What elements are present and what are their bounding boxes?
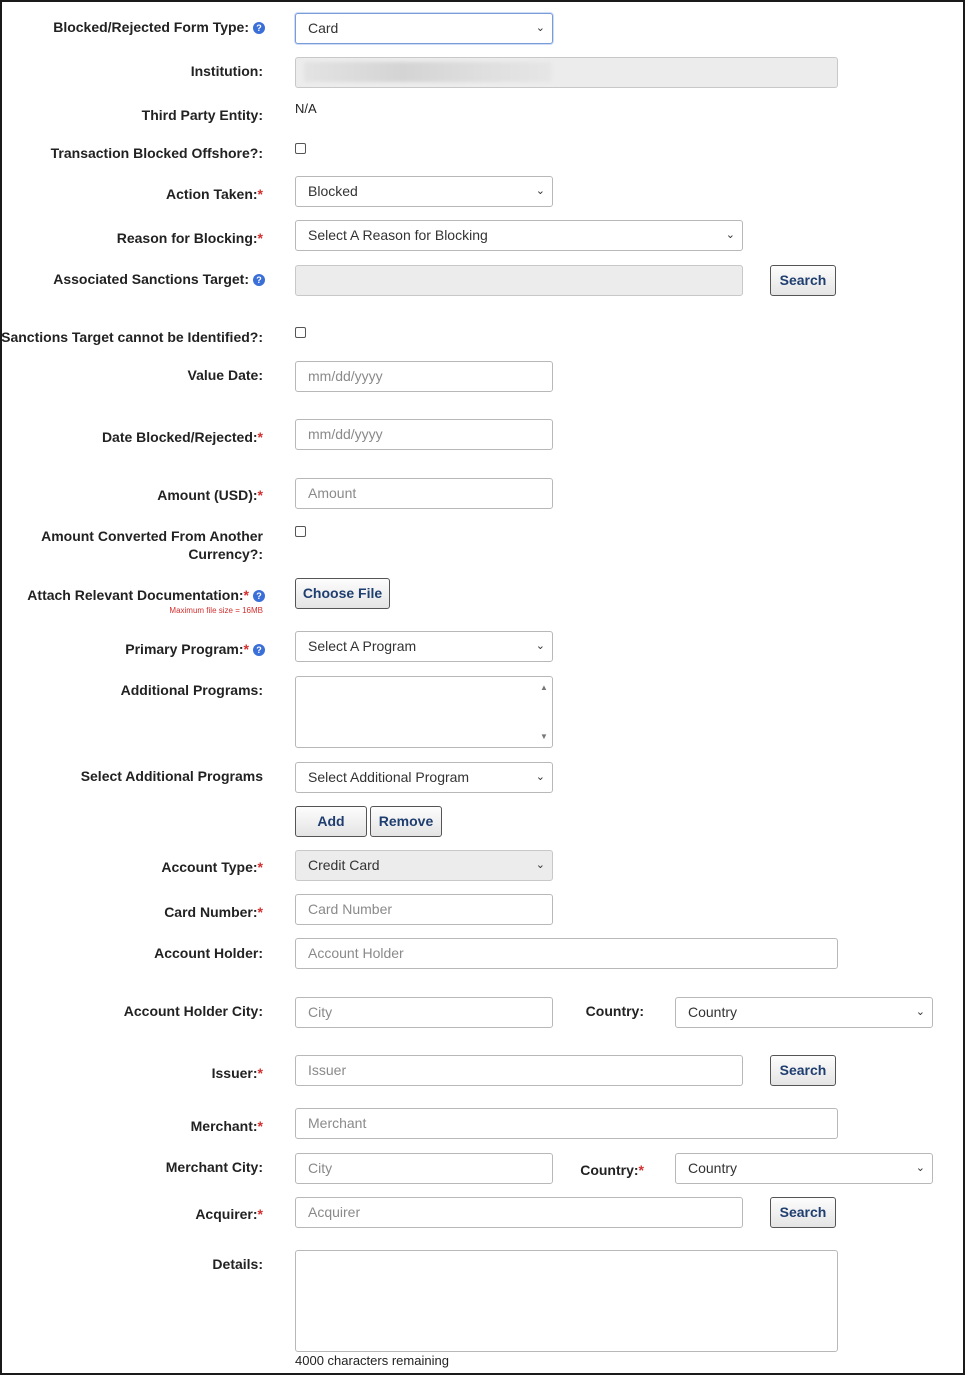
- holder-country-select[interactable]: Country ⌄: [675, 997, 933, 1028]
- account-type-label: Account Type:*: [161, 859, 263, 875]
- chevron-down-icon: ⌄: [725, 229, 735, 241]
- form-type-select[interactable]: Card ⌄: [295, 13, 553, 44]
- chevron-down-icon: ⌄: [535, 771, 545, 783]
- date-blocked-input[interactable]: mm/dd/yyyy: [295, 419, 553, 450]
- reason-label: Reason for Blocking:*: [116, 230, 263, 246]
- amount-converted-label-line2: Currency?:: [188, 546, 263, 562]
- issuer-input[interactable]: Issuer: [295, 1055, 743, 1086]
- institution-label: Institution:: [190, 63, 263, 79]
- required-marker: *: [257, 1065, 263, 1081]
- required-marker: *: [243, 587, 249, 603]
- chevron-down-icon: ⌄: [535, 185, 545, 197]
- account-holder-input[interactable]: Account Holder: [295, 938, 838, 969]
- help-icon[interactable]: ?: [253, 590, 265, 602]
- third-party-value: N/A: [295, 101, 317, 116]
- merchant-country-label: Country:*: [580, 1162, 644, 1178]
- scroll-up-icon[interactable]: ▲: [540, 683, 548, 692]
- reason-select[interactable]: Select A Reason for Blocking ⌄: [295, 220, 743, 251]
- documentation-label: Attach Relevant Documentation:* ?: [27, 586, 265, 604]
- merchant-city-input[interactable]: City: [295, 1153, 553, 1184]
- merchant-city-label: Merchant City:: [165, 1159, 263, 1175]
- required-marker: *: [257, 859, 263, 875]
- amount-converted-label-line1: Amount Converted From Another: [41, 528, 263, 544]
- account-type-select: Credit Card ⌄: [295, 850, 553, 881]
- card-number-label: Card Number:*: [164, 904, 263, 920]
- chevron-down-icon: ⌄: [535, 640, 545, 652]
- scroll-down-icon[interactable]: ▼: [540, 732, 548, 741]
- sanctions-target-label: Associated Sanctions Target: ?: [53, 270, 265, 288]
- required-marker: *: [257, 1206, 263, 1222]
- sanctions-search-button[interactable]: Search: [770, 265, 836, 296]
- select-additional-label: Select Additional Programs: [80, 768, 263, 784]
- target-unidentified-label: Sanctions Target cannot be Identified?:: [1, 329, 263, 345]
- value-date-label: Value Date:: [187, 367, 263, 383]
- merchant-country-select[interactable]: Country ⌄: [675, 1153, 933, 1184]
- sanctions-target-field: [295, 265, 743, 296]
- chevron-down-icon: ⌄: [535, 22, 545, 34]
- merchant-label: Merchant:*: [190, 1118, 263, 1134]
- required-marker: *: [257, 904, 263, 920]
- acquirer-label: Acquirer:*: [195, 1206, 263, 1222]
- help-icon[interactable]: ?: [253, 22, 265, 34]
- institution-redacted-value: [304, 62, 552, 82]
- holder-city-input[interactable]: City: [295, 997, 553, 1028]
- issuer-search-button[interactable]: Search: [770, 1055, 836, 1086]
- additional-programs-listbox[interactable]: [295, 676, 553, 748]
- file-size-note: Maximum file size = 16MB: [169, 606, 263, 615]
- chevron-down-icon: ⌄: [535, 859, 545, 871]
- remove-program-button[interactable]: Remove: [370, 806, 442, 837]
- third-party-label: Third Party Entity:: [141, 107, 263, 123]
- form-type-label: Blocked/Rejected Form Type: ?: [53, 18, 265, 36]
- acquirer-search-button[interactable]: Search: [770, 1197, 836, 1228]
- merchant-input[interactable]: Merchant: [295, 1108, 838, 1139]
- select-additional-select[interactable]: Select Additional Program ⌄: [295, 762, 553, 793]
- choose-file-button[interactable]: Choose File: [295, 578, 390, 609]
- issuer-label: Issuer:*: [211, 1065, 263, 1081]
- help-icon[interactable]: ?: [253, 644, 265, 656]
- holder-city-label: Account Holder City:: [123, 1003, 263, 1019]
- amount-input[interactable]: Amount: [295, 478, 553, 509]
- required-marker: *: [257, 1118, 263, 1134]
- blocked-offshore-label: Transaction Blocked Offshore?:: [50, 145, 263, 161]
- target-unidentified-checkbox[interactable]: [295, 327, 306, 338]
- details-textarea[interactable]: [295, 1250, 838, 1352]
- amount-label: Amount (USD):*: [157, 487, 263, 503]
- additional-programs-label: Additional Programs:: [120, 682, 263, 698]
- required-marker: *: [257, 487, 263, 503]
- add-program-button[interactable]: Add: [295, 806, 367, 837]
- card-number-input[interactable]: Card Number: [295, 894, 553, 925]
- value-date-input[interactable]: mm/dd/yyyy: [295, 361, 553, 392]
- required-marker: *: [257, 186, 263, 202]
- acquirer-input[interactable]: Acquirer: [295, 1197, 743, 1228]
- required-marker: *: [257, 429, 263, 445]
- date-blocked-label: Date Blocked/Rejected:*: [101, 429, 263, 445]
- blocked-offshore-checkbox[interactable]: [295, 143, 306, 154]
- action-taken-label: Action Taken:*: [166, 186, 263, 202]
- chevron-down-icon: ⌄: [915, 1162, 925, 1174]
- help-icon[interactable]: ?: [253, 274, 265, 286]
- details-char-counter: 4000 characters remaining: [295, 1353, 449, 1368]
- required-marker: *: [638, 1162, 644, 1178]
- action-taken-select[interactable]: Blocked ⌄: [295, 176, 553, 207]
- required-marker: *: [243, 641, 249, 657]
- account-holder-label: Account Holder:: [154, 945, 263, 961]
- details-label: Details:: [212, 1256, 263, 1272]
- primary-program-select[interactable]: Select A Program ⌄: [295, 631, 553, 662]
- required-marker: *: [257, 230, 263, 246]
- primary-program-label: Primary Program:* ?: [125, 640, 265, 658]
- holder-country-label: Country:: [585, 1003, 644, 1019]
- amount-converted-checkbox[interactable]: [295, 526, 306, 537]
- chevron-down-icon: ⌄: [915, 1006, 925, 1018]
